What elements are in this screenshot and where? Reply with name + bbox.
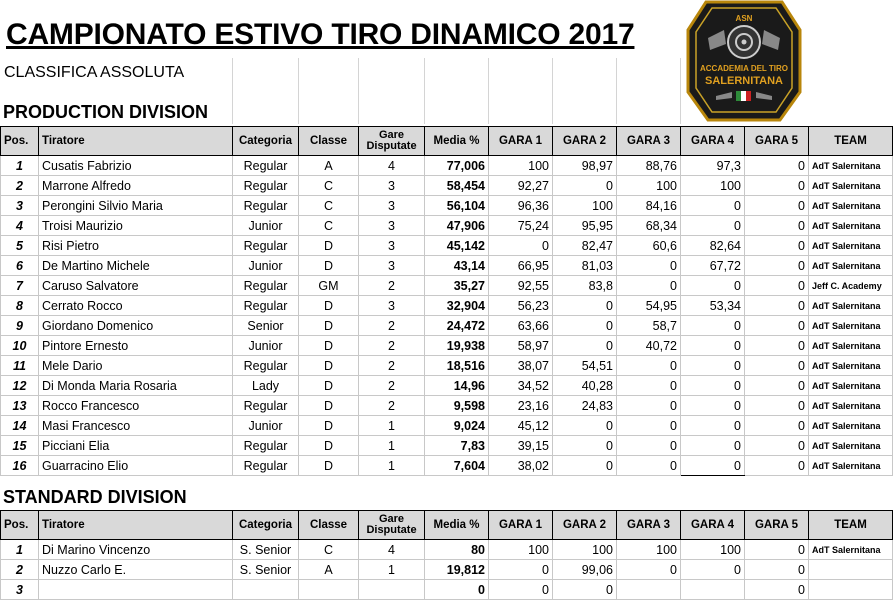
class-cell: D xyxy=(299,236,359,256)
gara3-cell: 0 xyxy=(617,436,681,456)
gara4-cell: 0 xyxy=(681,216,745,236)
class-cell: D xyxy=(299,416,359,436)
gara4-cell: 0 xyxy=(681,376,745,396)
average-cell: 45,142 xyxy=(425,236,489,256)
gara1-cell: 56,23 xyxy=(489,296,553,316)
gara3-cell: 0 xyxy=(617,356,681,376)
class-cell: D xyxy=(299,316,359,336)
gara3-cell: 0 xyxy=(617,396,681,416)
team-cell: AdT Salernitana xyxy=(809,436,893,456)
pos-cell: 15 xyxy=(1,436,39,456)
gara5-cell: 0 xyxy=(745,336,809,356)
col-gara3: GARA 3 xyxy=(617,511,681,540)
gara5-cell: 0 xyxy=(745,560,809,580)
gara5-cell: 0 xyxy=(745,216,809,236)
matches-played-cell: 3 xyxy=(359,196,425,216)
category-cell: Regular xyxy=(233,276,299,296)
gara5-cell: 0 xyxy=(745,236,809,256)
matches-played-cell: 2 xyxy=(359,316,425,336)
pos-cell: 1 xyxy=(1,540,39,560)
shooter-name-cell: De Martino Michele xyxy=(39,256,233,276)
table-row xyxy=(1,336,893,356)
gara5-cell: 0 xyxy=(745,416,809,436)
logo-line1: ACCADEMIA DEL TIRO xyxy=(700,64,788,73)
team-cell: AdT Salernitana xyxy=(809,196,893,216)
col-gara1: GARA 1 xyxy=(489,127,553,156)
gara3-cell: 88,76 xyxy=(617,156,681,176)
average-cell: 35,27 xyxy=(425,276,489,296)
gara2-cell: 0 xyxy=(553,336,617,356)
matches-played-cell: 2 xyxy=(359,356,425,376)
gara2-cell: 0 xyxy=(553,296,617,316)
category-cell: Junior xyxy=(233,416,299,436)
gara4-cell: 0 xyxy=(681,316,745,336)
average-cell: 58,454 xyxy=(425,176,489,196)
table-row xyxy=(1,196,893,216)
matches-played-cell: 1 xyxy=(359,456,425,476)
gara1-cell: 38,07 xyxy=(489,356,553,376)
pos-cell: 3 xyxy=(1,580,39,600)
gara4-cell: 100 xyxy=(681,176,745,196)
gara4-cell: 0 xyxy=(681,336,745,356)
team-cell: AdT Salernitana xyxy=(809,336,893,356)
table-row xyxy=(1,540,893,560)
class-cell: D xyxy=(299,436,359,456)
gara5-cell: 0 xyxy=(745,540,809,560)
gara1-cell: 45,12 xyxy=(489,416,553,436)
matches-played-cell: 4 xyxy=(359,156,425,176)
gara2-cell: 100 xyxy=(553,196,617,216)
gara3-cell: 84,16 xyxy=(617,196,681,216)
gara1-cell: 0 xyxy=(489,580,553,600)
gara1-cell: 58,97 xyxy=(489,336,553,356)
shooter-name-cell: Cusatis Fabrizio xyxy=(39,156,233,176)
gara2-cell: 95,95 xyxy=(553,216,617,236)
team-cell: AdT Salernitana xyxy=(809,236,893,256)
class-cell: GM xyxy=(299,276,359,296)
gara4-cell: 82,64 xyxy=(681,236,745,256)
matches-played-cell xyxy=(359,580,425,600)
gara1-cell: 39,15 xyxy=(489,436,553,456)
average-cell: 56,104 xyxy=(425,196,489,216)
gara2-cell: 0 xyxy=(553,456,617,476)
col-categoria: Categoria xyxy=(233,511,299,540)
col-media: Media % xyxy=(425,127,489,156)
pos-cell: 7 xyxy=(1,276,39,296)
pos-cell: 3 xyxy=(1,196,39,216)
table-row xyxy=(1,176,893,196)
class-cell: C xyxy=(299,216,359,236)
table-row xyxy=(1,580,893,600)
team-cell: AdT Salernitana xyxy=(809,256,893,276)
table-row xyxy=(1,356,893,376)
gara5-cell: 0 xyxy=(745,316,809,336)
col-media: Media % xyxy=(425,511,489,540)
gara2-cell: 100 xyxy=(553,540,617,560)
gara4-cell: 53,34 xyxy=(681,296,745,316)
gara3-cell: 0 xyxy=(617,376,681,396)
average-cell: 47,906 xyxy=(425,216,489,236)
gara3-cell: 68,34 xyxy=(617,216,681,236)
class-cell: D xyxy=(299,256,359,276)
shooter-name-cell: Di Marino Vincenzo xyxy=(39,540,233,560)
table-row xyxy=(1,236,893,256)
gara2-cell: 40,28 xyxy=(553,376,617,396)
class-cell: D xyxy=(299,456,359,476)
matches-played-cell: 3 xyxy=(359,296,425,316)
logo-mark: ASN xyxy=(735,14,753,23)
shooter-name-cell: Picciani Elia xyxy=(39,436,233,456)
shooter-name-cell xyxy=(39,580,233,600)
gara1-cell: 34,52 xyxy=(489,376,553,396)
matches-played-cell: 2 xyxy=(359,276,425,296)
average-cell: 19,812 xyxy=(425,560,489,580)
table-row xyxy=(1,456,893,476)
pos-cell: 2 xyxy=(1,176,39,196)
average-cell: 7,83 xyxy=(425,436,489,456)
average-cell: 77,006 xyxy=(425,156,489,176)
matches-played-cell: 1 xyxy=(359,416,425,436)
average-cell: 0 xyxy=(425,580,489,600)
team-cell: AdT Salernitana xyxy=(809,416,893,436)
gara4-cell xyxy=(681,580,745,600)
gara4-cell: 0 xyxy=(681,560,745,580)
gara2-cell: 82,47 xyxy=(553,236,617,256)
shooter-name-cell: Perongini Silvio Maria xyxy=(39,196,233,216)
team-cell: AdT Salernitana xyxy=(809,216,893,236)
category-cell: S. Senior xyxy=(233,540,299,560)
shooter-name-cell: Pintore Ernesto xyxy=(39,336,233,356)
class-cell: D xyxy=(299,376,359,396)
team-cell xyxy=(809,580,893,600)
shooter-name-cell: Di Monda Maria Rosaria xyxy=(39,376,233,396)
average-cell: 7,604 xyxy=(425,456,489,476)
col-pos: Pos. xyxy=(1,511,39,540)
matches-played-cell: 3 xyxy=(359,216,425,236)
team-cell: Jeff C. Academy xyxy=(809,276,893,296)
col-gara2: GARA 2 xyxy=(553,127,617,156)
gara2-cell: 98,97 xyxy=(553,156,617,176)
shooter-name-cell: Marrone Alfredo xyxy=(39,176,233,196)
col-categoria: Categoria xyxy=(233,127,299,156)
pos-cell: 5 xyxy=(1,236,39,256)
gara1-cell: 66,95 xyxy=(489,256,553,276)
gara4-cell: 0 xyxy=(681,456,745,476)
gara5-cell: 0 xyxy=(745,156,809,176)
average-cell: 18,516 xyxy=(425,356,489,376)
class-cell: C xyxy=(299,176,359,196)
category-cell: Junior xyxy=(233,216,299,236)
gara1-cell: 92,55 xyxy=(489,276,553,296)
gara4-cell: 0 xyxy=(681,196,745,216)
table-row xyxy=(1,416,893,436)
category-cell: Regular xyxy=(233,436,299,456)
matches-played-cell: 4 xyxy=(359,540,425,560)
gara1-cell: 96,36 xyxy=(489,196,553,216)
pos-cell: 12 xyxy=(1,376,39,396)
gara2-cell: 99,06 xyxy=(553,560,617,580)
matches-played-cell: 2 xyxy=(359,376,425,396)
gara1-cell: 0 xyxy=(489,236,553,256)
category-cell: S. Senior xyxy=(233,560,299,580)
page-subtitle: CLASSIFICA ASSOLUTA xyxy=(4,64,185,81)
pos-cell: 16 xyxy=(1,456,39,476)
pos-cell: 4 xyxy=(1,216,39,236)
class-cell: D xyxy=(299,336,359,356)
table-row xyxy=(1,376,893,396)
average-cell: 9,024 xyxy=(425,416,489,436)
gara4-cell: 0 xyxy=(681,396,745,416)
team-cell: AdT Salernitana xyxy=(809,156,893,176)
average-cell: 24,472 xyxy=(425,316,489,336)
table-row xyxy=(1,436,893,456)
gara2-cell: 0 xyxy=(553,176,617,196)
matches-played-cell: 1 xyxy=(359,560,425,580)
matches-played-cell: 3 xyxy=(359,256,425,276)
col-tiratore: Tiratore xyxy=(39,127,233,156)
gara4-cell: 0 xyxy=(681,356,745,376)
gara1-cell: 92,27 xyxy=(489,176,553,196)
col-gara4: GARA 4 xyxy=(681,127,745,156)
gara2-cell: 0 xyxy=(553,316,617,336)
col-gara5: GARA 5 xyxy=(745,127,809,156)
category-cell xyxy=(233,580,299,600)
gara2-cell: 24,83 xyxy=(553,396,617,416)
category-cell: Regular xyxy=(233,236,299,256)
team-cell: AdT Salernitana xyxy=(809,540,893,560)
col-team: TEAM xyxy=(809,511,893,540)
team-cell: AdT Salernitana xyxy=(809,396,893,416)
team-cell: AdT Salernitana xyxy=(809,456,893,476)
gara5-cell: 0 xyxy=(745,176,809,196)
col-team: TEAM xyxy=(809,127,893,156)
pos-cell: 8 xyxy=(1,296,39,316)
gara5-cell: 0 xyxy=(745,196,809,216)
table-row xyxy=(1,276,893,296)
shooter-name-cell: Cerrato Rocco xyxy=(39,296,233,316)
production-header-row xyxy=(1,127,893,156)
gara4-cell: 100 xyxy=(681,540,745,560)
shooter-name-cell: Caruso Salvatore xyxy=(39,276,233,296)
gara3-cell: 58,7 xyxy=(617,316,681,336)
shooter-name-cell: Risi Pietro xyxy=(39,236,233,256)
average-cell: 80 xyxy=(425,540,489,560)
gara3-cell xyxy=(617,580,681,600)
matches-played-cell: 3 xyxy=(359,176,425,196)
average-cell: 32,904 xyxy=(425,296,489,316)
category-cell: Junior xyxy=(233,256,299,276)
gara5-cell: 0 xyxy=(745,456,809,476)
gara1-cell: 0 xyxy=(489,560,553,580)
col-gara4: GARA 4 xyxy=(681,511,745,540)
category-cell: Regular xyxy=(233,396,299,416)
table-row xyxy=(1,560,893,580)
gara5-cell: 0 xyxy=(745,256,809,276)
pos-cell: 11 xyxy=(1,356,39,376)
gara3-cell: 0 xyxy=(617,256,681,276)
col-gara3: GARA 3 xyxy=(617,127,681,156)
production-body xyxy=(1,156,893,476)
matches-played-cell: 3 xyxy=(359,236,425,256)
col-gara5: GARA 5 xyxy=(745,511,809,540)
gara4-cell: 0 xyxy=(681,276,745,296)
pos-cell: 2 xyxy=(1,560,39,580)
gara1-cell: 100 xyxy=(489,540,553,560)
gara3-cell: 60,6 xyxy=(617,236,681,256)
gara4-cell: 0 xyxy=(681,416,745,436)
col-classe: Classe xyxy=(299,511,359,540)
production-table xyxy=(0,126,893,476)
category-cell: Regular xyxy=(233,296,299,316)
col-pos: Pos. xyxy=(1,127,39,156)
page-title: CAMPIONATO ESTIVO TIRO DINAMICO 2017 xyxy=(6,18,635,51)
pos-cell: 6 xyxy=(1,256,39,276)
gara3-cell: 0 xyxy=(617,560,681,580)
gara2-cell: 54,51 xyxy=(553,356,617,376)
gara4-cell: 0 xyxy=(681,436,745,456)
gara1-cell: 38,02 xyxy=(489,456,553,476)
category-cell: Regular xyxy=(233,196,299,216)
class-cell: D xyxy=(299,356,359,376)
gara3-cell: 0 xyxy=(617,456,681,476)
gara5-cell: 0 xyxy=(745,396,809,416)
pos-cell: 9 xyxy=(1,316,39,336)
gara1-cell: 75,24 xyxy=(489,216,553,236)
shooter-name-cell: Guarracino Elio xyxy=(39,456,233,476)
gara5-cell: 0 xyxy=(745,356,809,376)
gara5-cell: 0 xyxy=(745,296,809,316)
gara3-cell: 0 xyxy=(617,276,681,296)
standard-table xyxy=(0,510,893,600)
average-cell: 9,598 xyxy=(425,396,489,416)
category-cell: Regular xyxy=(233,156,299,176)
table-row xyxy=(1,316,893,336)
gara4-cell: 97,3 xyxy=(681,156,745,176)
gara2-cell: 0 xyxy=(553,436,617,456)
standard-division-title: STANDARD DIVISION xyxy=(3,487,187,507)
team-cell: AdT Salernitana xyxy=(809,296,893,316)
pos-cell: 1 xyxy=(1,156,39,176)
gara5-cell: 0 xyxy=(745,436,809,456)
col-tiratore: Tiratore xyxy=(39,511,233,540)
table-row xyxy=(1,396,893,416)
gara5-cell: 0 xyxy=(745,580,809,600)
gara2-cell: 81,03 xyxy=(553,256,617,276)
gara2-cell: 0 xyxy=(553,580,617,600)
team-cell: AdT Salernitana xyxy=(809,356,893,376)
class-cell: D xyxy=(299,296,359,316)
matches-played-cell: 2 xyxy=(359,336,425,356)
table-row xyxy=(1,156,893,176)
gara1-cell: 23,16 xyxy=(489,396,553,416)
average-cell: 19,938 xyxy=(425,336,489,356)
average-cell: 43,14 xyxy=(425,256,489,276)
matches-played-cell: 1 xyxy=(359,436,425,456)
shooter-name-cell: Mele Dario xyxy=(39,356,233,376)
class-cell: D xyxy=(299,396,359,416)
logo-line2: SALERNITANA xyxy=(704,75,784,87)
class-cell: C xyxy=(299,540,359,560)
team-cell xyxy=(809,560,893,580)
standard-header-row xyxy=(1,511,893,540)
col-gare-disputate: Gare Disputate xyxy=(359,127,425,156)
category-cell: Senior xyxy=(233,316,299,336)
gara3-cell: 100 xyxy=(617,540,681,560)
shooter-name-cell: Nuzzo Carlo E. xyxy=(39,560,233,580)
category-cell: Regular xyxy=(233,456,299,476)
gara3-cell: 0 xyxy=(617,416,681,436)
col-classe: Classe xyxy=(299,127,359,156)
col-gara2: GARA 2 xyxy=(553,511,617,540)
class-cell xyxy=(299,580,359,600)
gara2-cell: 0 xyxy=(553,416,617,436)
team-cell: AdT Salernitana xyxy=(809,316,893,336)
category-cell: Lady xyxy=(233,376,299,396)
gara1-cell: 63,66 xyxy=(489,316,553,336)
class-cell: C xyxy=(299,196,359,216)
gara3-cell: 100 xyxy=(617,176,681,196)
shooter-name-cell: Rocco Francesco xyxy=(39,396,233,416)
average-cell: 14,96 xyxy=(425,376,489,396)
shooter-name-cell: Masi Francesco xyxy=(39,416,233,436)
category-cell: Junior xyxy=(233,336,299,356)
gara4-cell: 67,72 xyxy=(681,256,745,276)
shooter-name-cell: Troisi Maurizio xyxy=(39,216,233,236)
pos-cell: 14 xyxy=(1,416,39,436)
matches-played-cell: 2 xyxy=(359,396,425,416)
gara3-cell: 40,72 xyxy=(617,336,681,356)
team-cell: AdT Salernitana xyxy=(809,376,893,396)
team-cell: AdT Salernitana xyxy=(809,176,893,196)
shooter-name-cell: Giordano Domenico xyxy=(39,316,233,336)
pos-cell: 10 xyxy=(1,336,39,356)
class-cell: A xyxy=(299,156,359,176)
gara5-cell: 0 xyxy=(745,276,809,296)
col-gara1: GARA 1 xyxy=(489,511,553,540)
gara3-cell: 54,95 xyxy=(617,296,681,316)
gara2-cell: 83,8 xyxy=(553,276,617,296)
col-gare-disputate: Gare Disputate xyxy=(359,511,425,540)
category-cell: Regular xyxy=(233,176,299,196)
category-cell: Regular xyxy=(233,356,299,376)
table-row xyxy=(1,296,893,316)
class-cell: A xyxy=(299,560,359,580)
table-row xyxy=(1,216,893,236)
production-division-title: PRODUCTION DIVISION xyxy=(3,102,209,122)
academy-logo xyxy=(686,0,802,122)
pos-cell: 13 xyxy=(1,396,39,416)
gara5-cell: 0 xyxy=(745,376,809,396)
table-row xyxy=(1,256,893,276)
gara1-cell: 100 xyxy=(489,156,553,176)
standard-body xyxy=(1,540,893,600)
